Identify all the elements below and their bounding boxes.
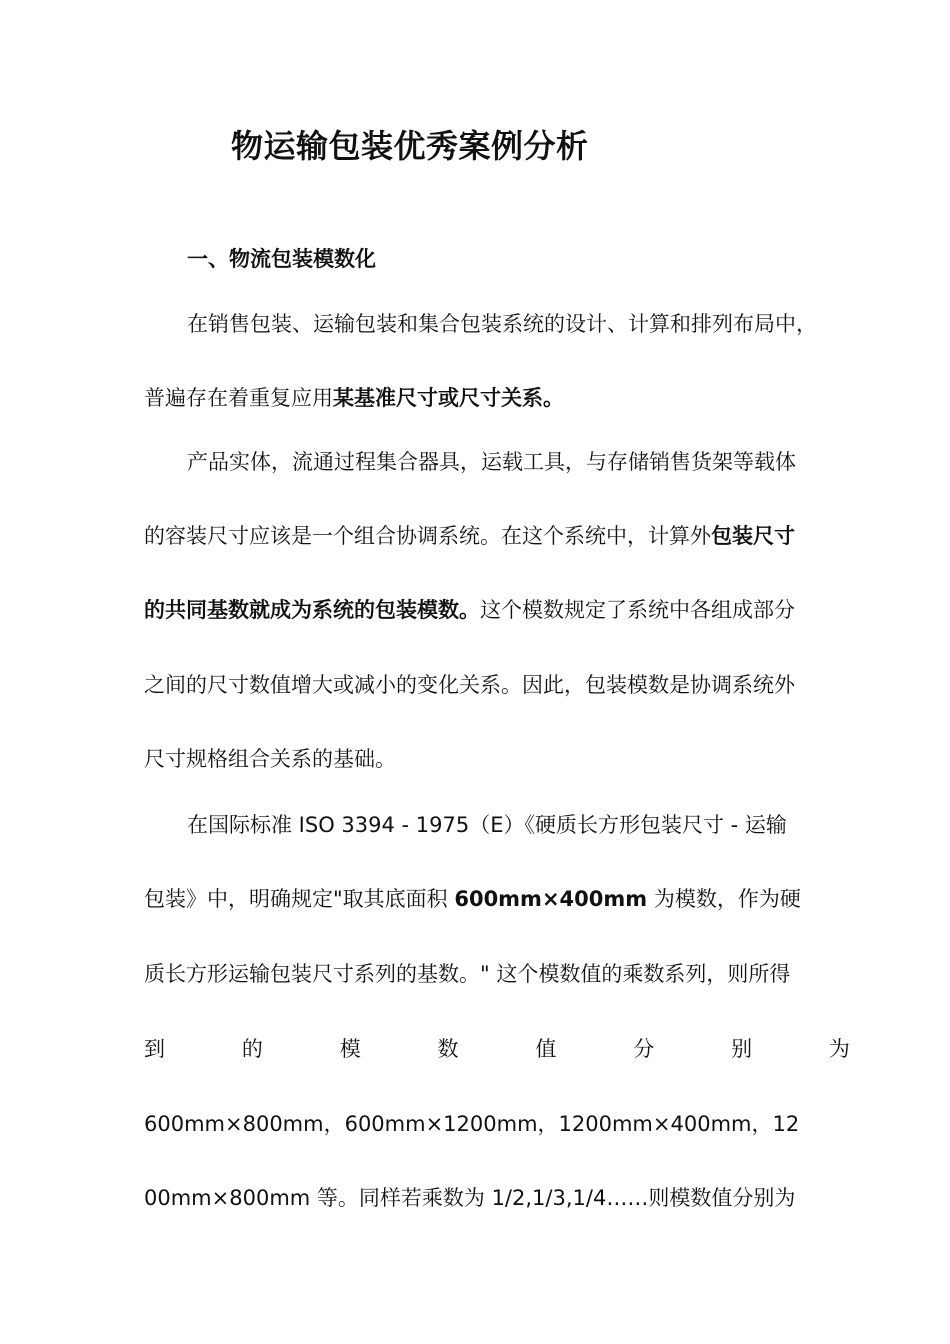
paragraph-3-line-1: 在国际标准 ISO 3394 - 1975（E）《硬质长方形包装尺寸 - 运输 — [187, 813, 787, 837]
paragraph-2-line-1: 产品实体，流通过程集合器具，运载工具，与存储销售货架等载体 — [187, 450, 796, 474]
text-run: 普遍存在着重复应用 — [144, 386, 333, 410]
paragraph-2-line-4: 之间的尺寸数值增大或减小的变化关系。因此，包装模数是协调系统外 — [144, 673, 795, 697]
paragraph-2-line-5: 尺寸规格组合关系的基础。 — [144, 747, 396, 771]
paragraph-1-line-2 — [144, 383, 564, 413]
justified-char: 的 — [241, 1037, 263, 1061]
justified-char: 到 — [144, 1037, 165, 1061]
text-run: 为模数，作为硬 — [647, 887, 801, 911]
text-run: 的容装尺寸应该是一个组合协调系统。在这个系统中，计算外 — [144, 524, 711, 548]
paragraph-2-line-2 — [144, 521, 795, 551]
paragraph-3-line-3: 质长方形运输包装尺寸系列的基数。" 这个模数值的乘数系列，则所得 — [144, 962, 791, 986]
justified-char: 分 — [633, 1037, 655, 1061]
paragraph-3-line-2 — [144, 884, 801, 914]
paragraph-3-line-5: 600mm×800mm，600mm×1200mm，1200mm×400mm，12 — [144, 1112, 800, 1136]
bold-text-run: 的共同基数就成为系统的包装模数。 — [144, 598, 480, 622]
paragraph-2-line-3 — [144, 595, 795, 625]
page-title: 物运输包装优秀案例分析 — [231, 127, 589, 165]
text-run: 包装》中，明确规定"取其底面积 — [144, 887, 455, 911]
section-heading: 一、物流包装模数化 — [187, 247, 376, 271]
bold-text-run: 某基准尺寸或尺寸关系。 — [333, 386, 564, 410]
justified-char: 别 — [731, 1037, 753, 1061]
paragraph-1-line-1: 在销售包装、运输包装和集合包装系统的设计、计算和排列布局中， — [187, 312, 817, 336]
paragraph-3-line-6: 00mm×800mm 等。同样若乘数为 1/2,1/3,1/4……则模数值分别为 — [144, 1186, 796, 1210]
text-run: 这个模数规定了系统中各组成部分 — [480, 598, 795, 622]
justified-char: 数 — [437, 1037, 459, 1061]
justified-char: 模 — [339, 1037, 361, 1061]
paragraph-3-line-4-justified — [144, 1034, 850, 1064]
justified-char: 值 — [535, 1037, 557, 1061]
bold-text-run: 600mm×400mm — [454, 887, 648, 911]
justified-char: 为 — [828, 1037, 850, 1061]
bold-text-run: 包装尺寸 — [711, 524, 795, 548]
